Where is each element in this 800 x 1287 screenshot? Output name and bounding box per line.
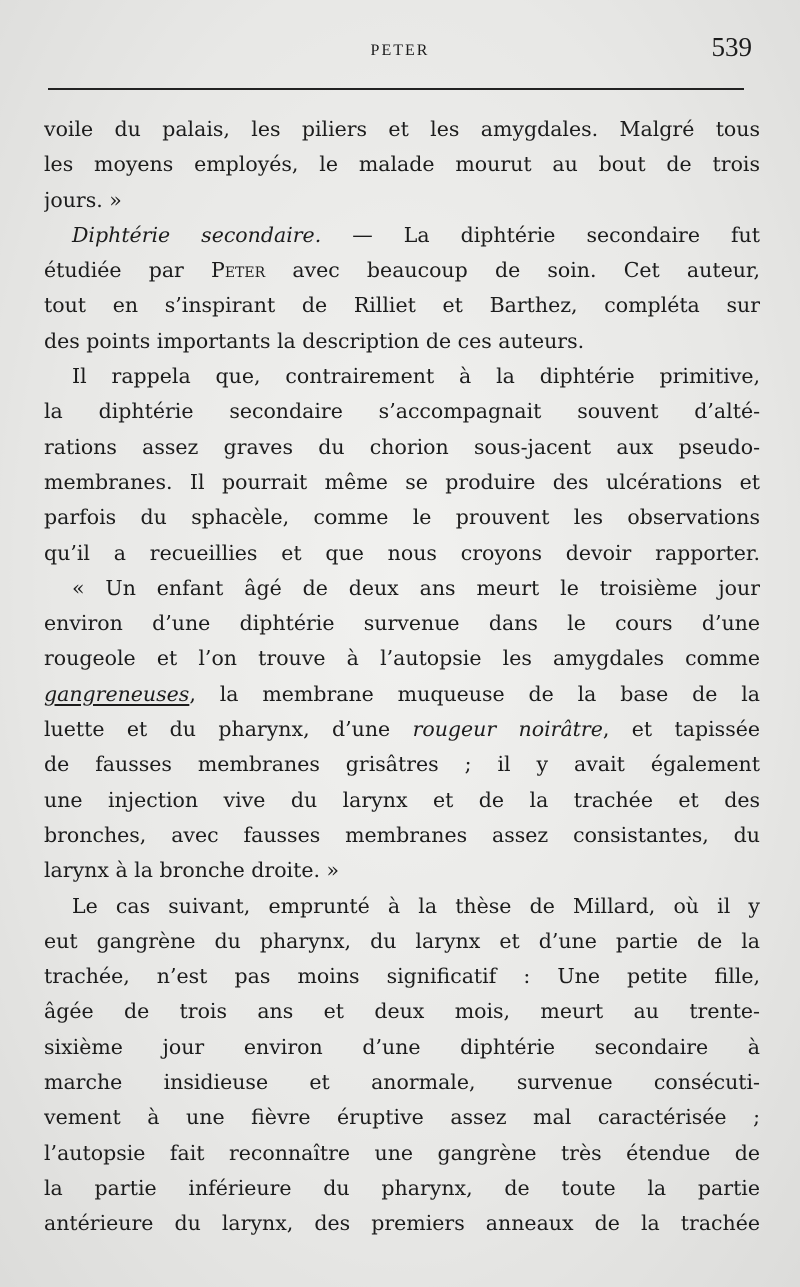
text-fragment: , et tapissée	[602, 717, 760, 742]
text-line: vement à une fièvre éruptive assez mal caractérisée ;	[44, 1105, 760, 1130]
text-fragment: luette et du pharynx, d’une	[44, 717, 413, 742]
text-line: âgée de trois ans et deux mois, meurt au trente-	[44, 999, 760, 1024]
text-fragment: — La diphtérie secondaire fut	[352, 222, 760, 247]
running-head: PETER	[370, 42, 430, 59]
header-rule	[48, 88, 744, 90]
text-line: de fausses membranes grisâtres ; il y avait également	[44, 752, 760, 777]
text-line: les moyens employés, le malade mourut au bout de trois	[44, 152, 760, 177]
text-line: trachée, n’est pas moins significatif : Une petite fille,	[44, 964, 760, 989]
text-line	[44, 677, 760, 712]
text-line: bronches, avec fausses membranes assez consistantes, du	[44, 822, 760, 847]
text-line: une injection vive du larynx et de la trachée et des	[44, 787, 760, 812]
text-fragment: , la membrane muqueuse de la base de la	[189, 681, 760, 706]
text-line: marche insidieuse et anormale, survenue consécuti-	[44, 1070, 760, 1095]
text-line: eut gangrène du pharynx, du larynx et d’une partie de la	[44, 928, 760, 953]
text-line: des points importants la description de ces auteurs.	[44, 328, 585, 353]
section-heading: Diphtérie secondaire.	[72, 222, 322, 247]
text-line: antérieure du larynx, des premiers anneaux de la trachée	[44, 1211, 760, 1236]
text-line: tout en s’inspirant de Rilliet et Barthez, compléta sur	[44, 293, 760, 318]
text-line: larynx à la bronche droite. »	[44, 858, 340, 883]
text-line: membranes. Il pourrait même se produire des ulcérations et	[44, 469, 760, 494]
italic-term: gangreneuses	[44, 681, 190, 706]
text-line: rations assez graves du chorion sous-jacent aux pseudo-	[44, 434, 760, 459]
text-line: la partie inférieure du pharynx, de toute la partie	[44, 1175, 760, 1200]
author-name: Peter	[211, 258, 266, 283]
text-line: Le cas suivant, emprunté à la thèse de Millard, où il y	[72, 893, 760, 918]
page-header	[40, 30, 760, 70]
text-line: Il rappela que, contrairement à la diphtérie primitive,	[72, 364, 760, 389]
text-line: « Un enfant âgé de deux ans meurt le troisième jour	[72, 575, 760, 600]
page-number: 539	[711, 32, 752, 62]
text-line: l’autopsie fait reconnaître une gangrène très étendue de	[44, 1140, 760, 1165]
text-line: parfois du sphacèle, comme le prouvent les observations	[44, 505, 760, 530]
text-line: qu’il a recueillies et que nous croyons devoir rapporter.	[44, 540, 760, 565]
text-fragment: étudiée par	[44, 258, 212, 283]
text-line	[44, 218, 760, 253]
text-line: jours. »	[44, 187, 122, 212]
text-line: rougeole et l’on trouve à l’autopsie les amygdales comme	[44, 646, 760, 671]
text-line: sixième jour environ d’une diphtérie secondaire à	[44, 1034, 760, 1059]
text-line: voile du palais, les piliers et les amygdales. Malgré tous	[44, 117, 760, 141]
text-line	[44, 253, 760, 288]
text-line	[44, 712, 760, 747]
text-fragment: avec beaucoup de soin. Cet auteur,	[265, 258, 760, 283]
italic-term: rougeur noirâtre	[412, 717, 603, 742]
text-line: environ d’une diphtérie survenue dans le cours d’une	[44, 611, 760, 636]
text-line: la diphtérie secondaire s’accompagnait souvent d’alté-	[44, 399, 760, 424]
body-text	[44, 112, 760, 1242]
